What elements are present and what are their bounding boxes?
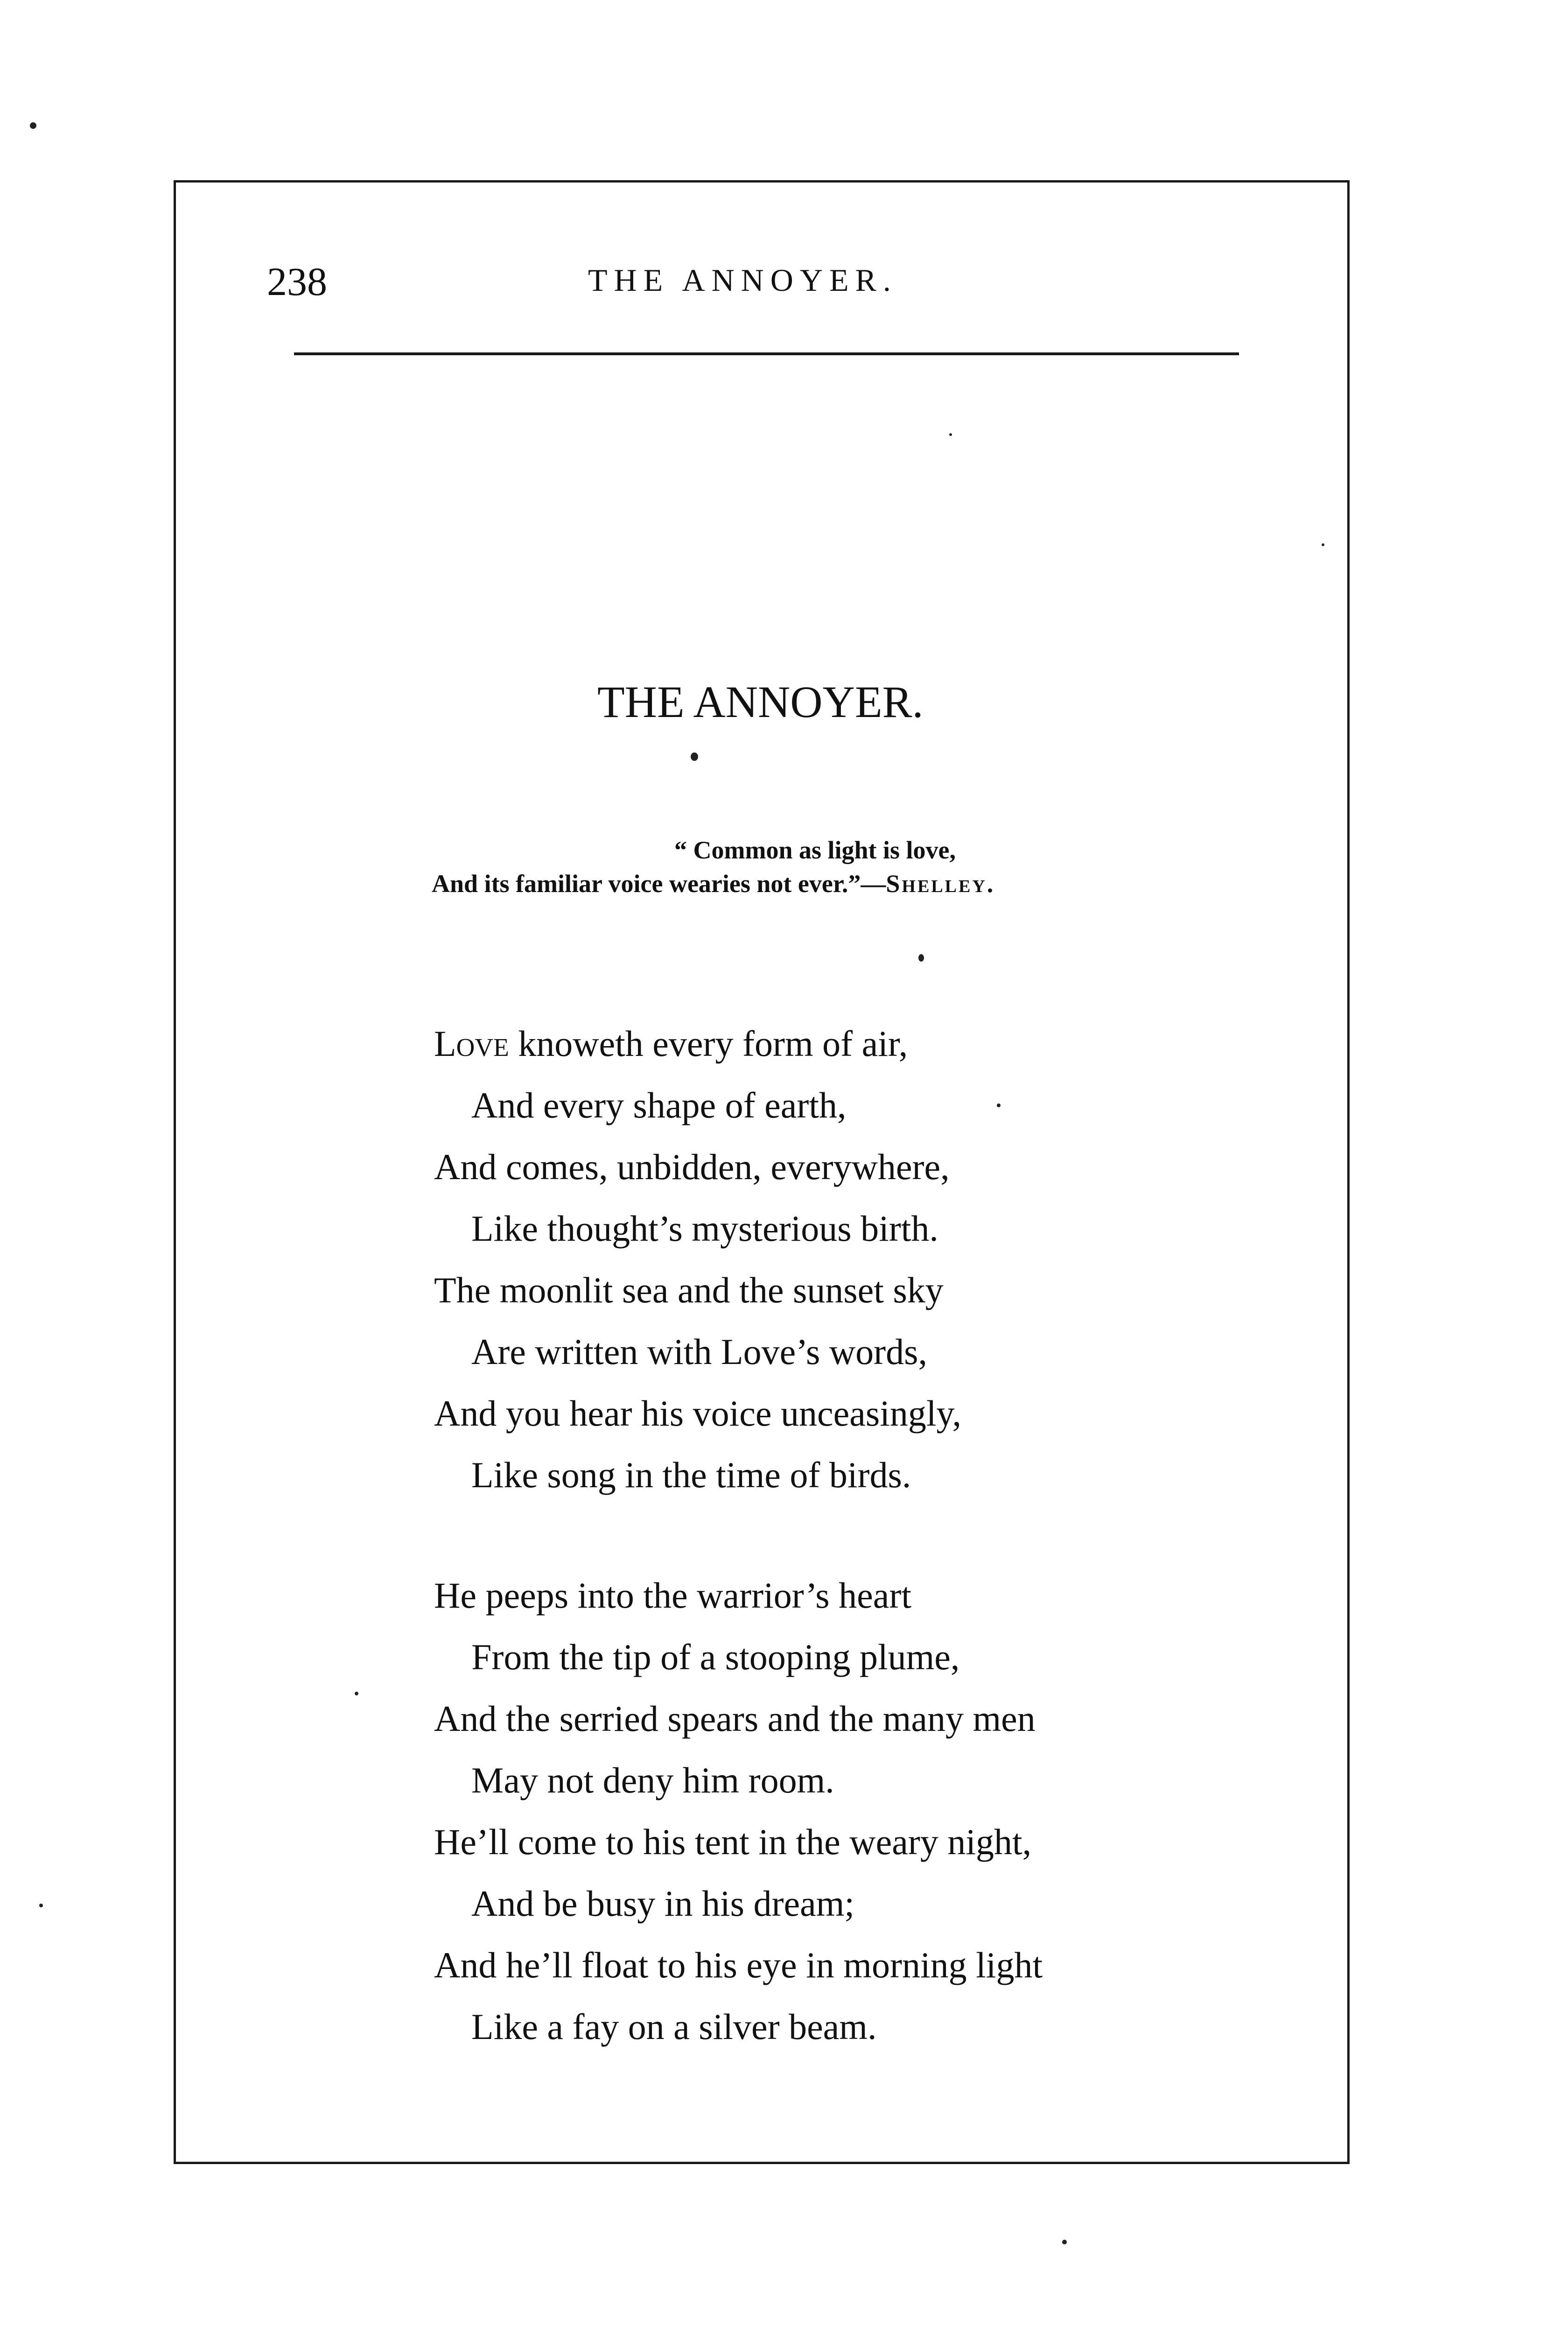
poem-line: Are written with Love’s words,: [471, 1331, 927, 1372]
header-rule: [294, 352, 1239, 355]
poem-line: And he’ll float to his eye in morning light: [434, 1945, 1043, 1985]
poem-line: And the serried spears and the many men: [434, 1698, 1036, 1739]
epigraph: [432, 833, 1104, 900]
poem-line: He’ll come to his tent in the weary night,: [434, 1821, 1032, 1862]
scan-speck: [355, 1692, 358, 1695]
scan-speck: [30, 122, 36, 129]
scan-speck: [39, 1904, 43, 1907]
scan-speck: [997, 1104, 1001, 1107]
poem-title: THE ANNOYER.: [597, 677, 924, 727]
poem-first-word: Love: [434, 1023, 509, 1064]
running-title: THE ANNOYER.: [588, 262, 897, 298]
poem-line: And every shape of earth,: [471, 1085, 847, 1125]
poem-line: And you hear his voice unceasingly,: [434, 1393, 961, 1434]
poem-line: May not deny him room.: [471, 1760, 834, 1800]
epigraph-attribution: Shelley.: [886, 870, 995, 898]
poem-line: Like song in the time of birds.: [471, 1455, 911, 1495]
scan-speck: [1322, 543, 1324, 546]
poem-line: The moonlit sea and the sunset sky: [434, 1270, 944, 1310]
poem-line: He peeps into the warrior’s heart: [434, 1575, 912, 1616]
stanza-1: [434, 1013, 1283, 1506]
scan-speck: [1062, 2240, 1067, 2244]
stanza-2: [434, 1565, 1283, 2058]
poem-line: From the tip of a stooping plume,: [471, 1637, 960, 1677]
poem-line: Like a fay on a silver beam.: [471, 2006, 877, 2047]
epigraph-line: “ Common as light is love,: [674, 836, 956, 864]
page-number: 238: [267, 259, 327, 304]
scan-speck: [691, 752, 698, 761]
scan-speck: [918, 954, 924, 962]
scan-speck: [949, 433, 952, 436]
poem-line: And be busy in his dream;: [471, 1883, 855, 1924]
epigraph-line: [432, 867, 1104, 900]
running-head: [0, 243, 1568, 304]
epigraph-text: And its familiar voice wearies not ever.”—: [432, 870, 886, 898]
poem-line: [434, 1013, 1283, 1075]
poem-line: And comes, unbidden, everywhere,: [434, 1146, 950, 1187]
poem-line: Like thought’s mysterious birth.: [471, 1208, 938, 1249]
poem-line-text: knoweth every form of air,: [509, 1023, 908, 1064]
